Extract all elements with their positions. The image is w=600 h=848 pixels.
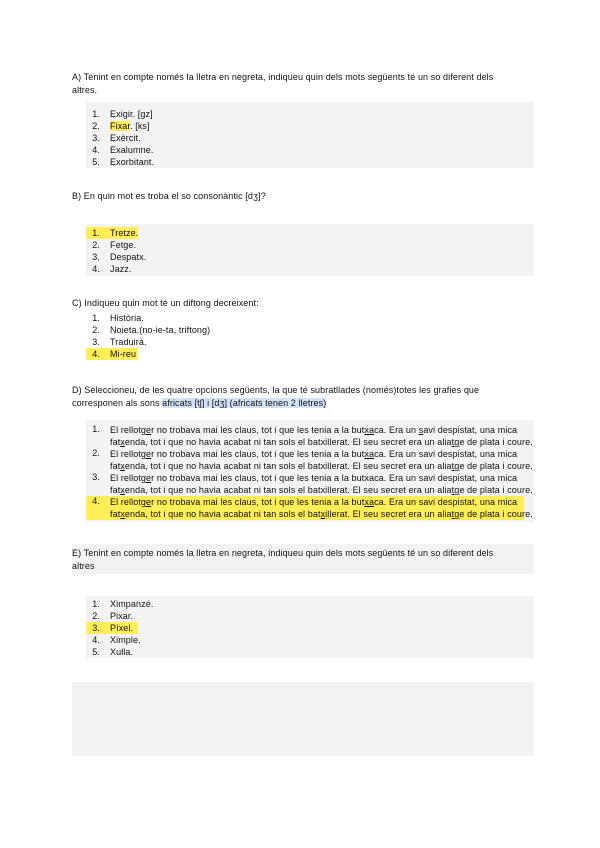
option-text: Exigir. [gz]: [110, 109, 153, 119]
option-number: 4.: [92, 349, 100, 359]
option-text: Exorbitant.: [110, 157, 155, 167]
option-text: Ximpanzé.: [110, 599, 154, 609]
option-text: Noieta.(no-ie-ta, triftong): [110, 325, 211, 335]
option-e5[interactable]: [0, 646, 600, 658]
option-text: El rellotger no trobava mai les claus, tot i que les tenia a la butxaca. Era un savi despistat, una mica fatxenda, tot i que no havia acabat ni tan sols el batxillerat. El seu secret era un aliatge de plata i coure.: [110, 449, 533, 471]
option-b3[interactable]: [0, 251, 600, 263]
option-e2[interactable]: [0, 610, 600, 622]
option-text: Jazz.: [110, 264, 132, 274]
empty-answer-box[interactable]: [72, 682, 534, 756]
question-e-prompt-line1: E) Tenint en compte només la lletra en negreta, indiqueu quin dels mots següents té un so diferent dels: [72, 548, 494, 558]
option-number: 1.: [92, 424, 100, 434]
option-number: 4.: [92, 264, 100, 274]
option-number: 5.: [92, 647, 100, 657]
option-text: El rellotger no trobava mai les claus, tot i que les tenia a la butxaca. Era un savi despistat, una mica fatxenda, tot i que no havia acabat ni tan sols el batxillerat. El seu secret era un aliatge de plata i coure.: [110, 473, 533, 495]
option-text: Fetge.: [110, 240, 137, 250]
option-number: 2.: [92, 121, 100, 131]
option-number: 3.: [92, 623, 100, 633]
option-e4[interactable]: [0, 634, 600, 646]
question-d-prompt-line1: D) Seleccioneu, de les quatre opcions següents, la que té subratllades (només)totes les grafies que: [72, 385, 480, 395]
option-text: Despatx.: [110, 252, 147, 262]
option-number: 1.: [92, 313, 100, 323]
option-text: Fixar. [ks]: [110, 121, 150, 131]
option-number: 3.: [92, 133, 100, 143]
option-a4[interactable]: [0, 144, 600, 156]
option-c1[interactable]: [0, 312, 600, 324]
question-d-prompt: [72, 384, 479, 410]
prompt-text: corresponen als sons: [72, 398, 163, 408]
highlighted-word: Fixar: [110, 121, 131, 131]
option-text: Traduirà.: [110, 337, 147, 347]
option-number: 2.: [92, 448, 100, 458]
option-b2[interactable]: [0, 239, 600, 251]
option-text: El rellotger no trobava mai les claus, tot i que les tenia a la butxaca. Era un savi despistat, una mica fatxenda, tot i que no havia acabat ni tan sols el batxillerat. El seu secret era un aliatge de plata i coure.: [110, 497, 533, 519]
option-b4[interactable]: [0, 263, 600, 275]
option-e3[interactable]: [0, 622, 600, 634]
option-number: 5.: [92, 157, 100, 167]
option-number: 1.: [92, 109, 100, 119]
option-a2[interactable]: [0, 120, 600, 132]
question-b-prompt: B) En quin mot es troba el so consonàntic [dʒ]?: [72, 191, 266, 201]
option-text: El rellotger no trobava mai les claus, tot i que les tenia a la butxaca. Era un savi despistat, una mica fatxenda, tot i que no havia acabat ni tan sols el batxillerat. El seu secret era un aliatge de plata i coure.: [110, 425, 533, 447]
selected-text[interactable]: africats [tʃ] i [dʒ] (africats tenen 2 lletres): [162, 398, 327, 408]
option-text: Píxel.: [110, 623, 134, 633]
option-text: Història.: [110, 313, 144, 323]
option-text: Mi-reu: [110, 349, 137, 359]
option-number: 4.: [92, 496, 100, 506]
option-number: 2.: [92, 611, 100, 621]
option-number: 3.: [92, 337, 100, 347]
option-number: 3.: [92, 252, 100, 262]
option-text: Ximple.: [110, 635, 141, 645]
option-a3[interactable]: [0, 132, 600, 144]
question-a-prompt-line1: A) Tenint en compte només la lletra en negreta, indiqueu quin dels mots següents té un so diferent dels: [72, 72, 494, 82]
option-text: Exèrcit.: [110, 133, 141, 143]
option-number: 1.: [92, 599, 100, 609]
option-text: Exalumne.: [110, 145, 154, 155]
option-b1[interactable]: [0, 227, 600, 239]
question-a-prompt: [72, 71, 493, 97]
option-number: 3.: [92, 472, 100, 482]
question-e-prompt-line2: altres: [72, 561, 95, 571]
option-a5[interactable]: [0, 156, 600, 168]
question-a-prompt-line2: altres.: [72, 85, 98, 95]
question-d-prompt-line2: [72, 397, 479, 410]
option-c3[interactable]: [0, 336, 600, 348]
option-text: Pixar.: [110, 611, 134, 621]
option-number: 1.: [92, 228, 100, 238]
option-text: Xulla.: [110, 647, 134, 657]
option-number: 2.: [92, 325, 100, 335]
option-c2[interactable]: [0, 324, 600, 336]
option-number: 4.: [92, 145, 100, 155]
question-c-prompt: C) Indiqueu quin mot té un diftong decreixent:: [72, 298, 259, 308]
option-text: Tretze.: [110, 228, 139, 238]
option-a1[interactable]: [0, 108, 600, 120]
option-number: 4.: [92, 635, 100, 645]
option-e1[interactable]: [0, 598, 600, 610]
question-e-prompt: [72, 547, 493, 573]
option-c4[interactable]: [0, 348, 600, 360]
option-number: 2.: [92, 240, 100, 250]
